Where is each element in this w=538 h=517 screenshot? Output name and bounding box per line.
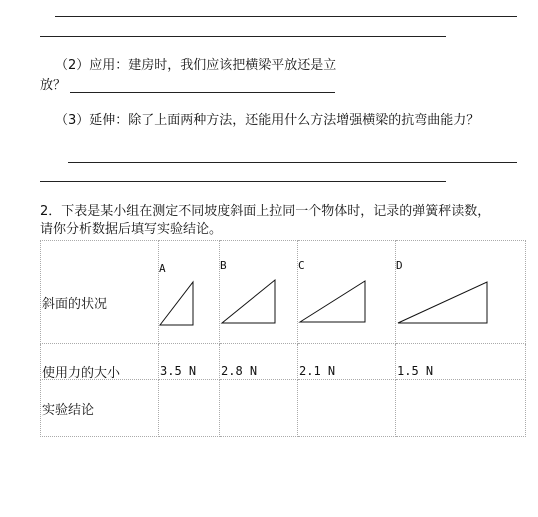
force-label: 使用力的大小 [42,366,121,381]
answer-line[interactable] [70,92,335,93]
slope-letter-b: B [220,259,227,272]
slope-triangle-c [298,241,396,344]
problem-2-instruction: 请你分析数据后填写实验结论。 [40,222,223,237]
cell-conclusion-b[interactable] [220,380,298,437]
answer-line [55,16,517,17]
cell-slope-b [220,241,298,344]
question-3-extension: （3）延伸：除了上面两种方法，还能用什么方法增强横梁的抗弯曲能力？ [55,113,480,128]
row-label-force [41,344,159,380]
cell-slope-d [396,241,526,344]
cell-conclusion-c[interactable] [298,380,396,437]
cell-force-c [298,344,396,380]
slope-letter-a: A [159,262,166,275]
cell-force-b [220,344,298,380]
slope-letter-d: D [396,259,403,272]
force-value-c: 2.1 N [299,364,336,378]
force-value-b: 2.8 N [221,364,258,378]
cell-force-a [159,344,220,380]
force-value-d: 1.5 N [397,364,434,378]
cell-conclusion-a[interactable] [159,380,220,437]
answer-line[interactable] [68,162,517,163]
problem-2-statement: 2．下表是某小组在测定不同坡度斜面上拉同一个物体时，记录的弹簧秤读数， [40,204,491,219]
slope-label: 斜面的状况 [42,297,108,312]
row-label-conclusion [41,380,159,437]
cell-slope-a [159,241,220,344]
slope-triangle-d [396,241,526,344]
slope-letter-c: C [298,259,305,272]
row-label-slope [41,241,159,344]
answer-line [40,36,446,37]
force-value-a: 3.5 N [160,364,197,378]
experiment-table [40,240,526,437]
conclusion-label: 实验结论 [42,403,95,418]
question-2-continuation: 放？ [40,78,67,93]
slope-triangle-b [220,241,298,344]
question-2-application: （2）应用：建房时，我们应该把横梁平放还是立 [55,58,337,73]
cell-slope-c [298,241,396,344]
table-row-slope [41,241,526,344]
table-row-conclusion [41,380,526,437]
answer-line[interactable] [40,181,446,182]
cell-conclusion-d[interactable] [396,380,526,437]
slope-triangle-a [159,241,220,344]
table-row-force [41,344,526,380]
cell-force-d [396,344,526,380]
